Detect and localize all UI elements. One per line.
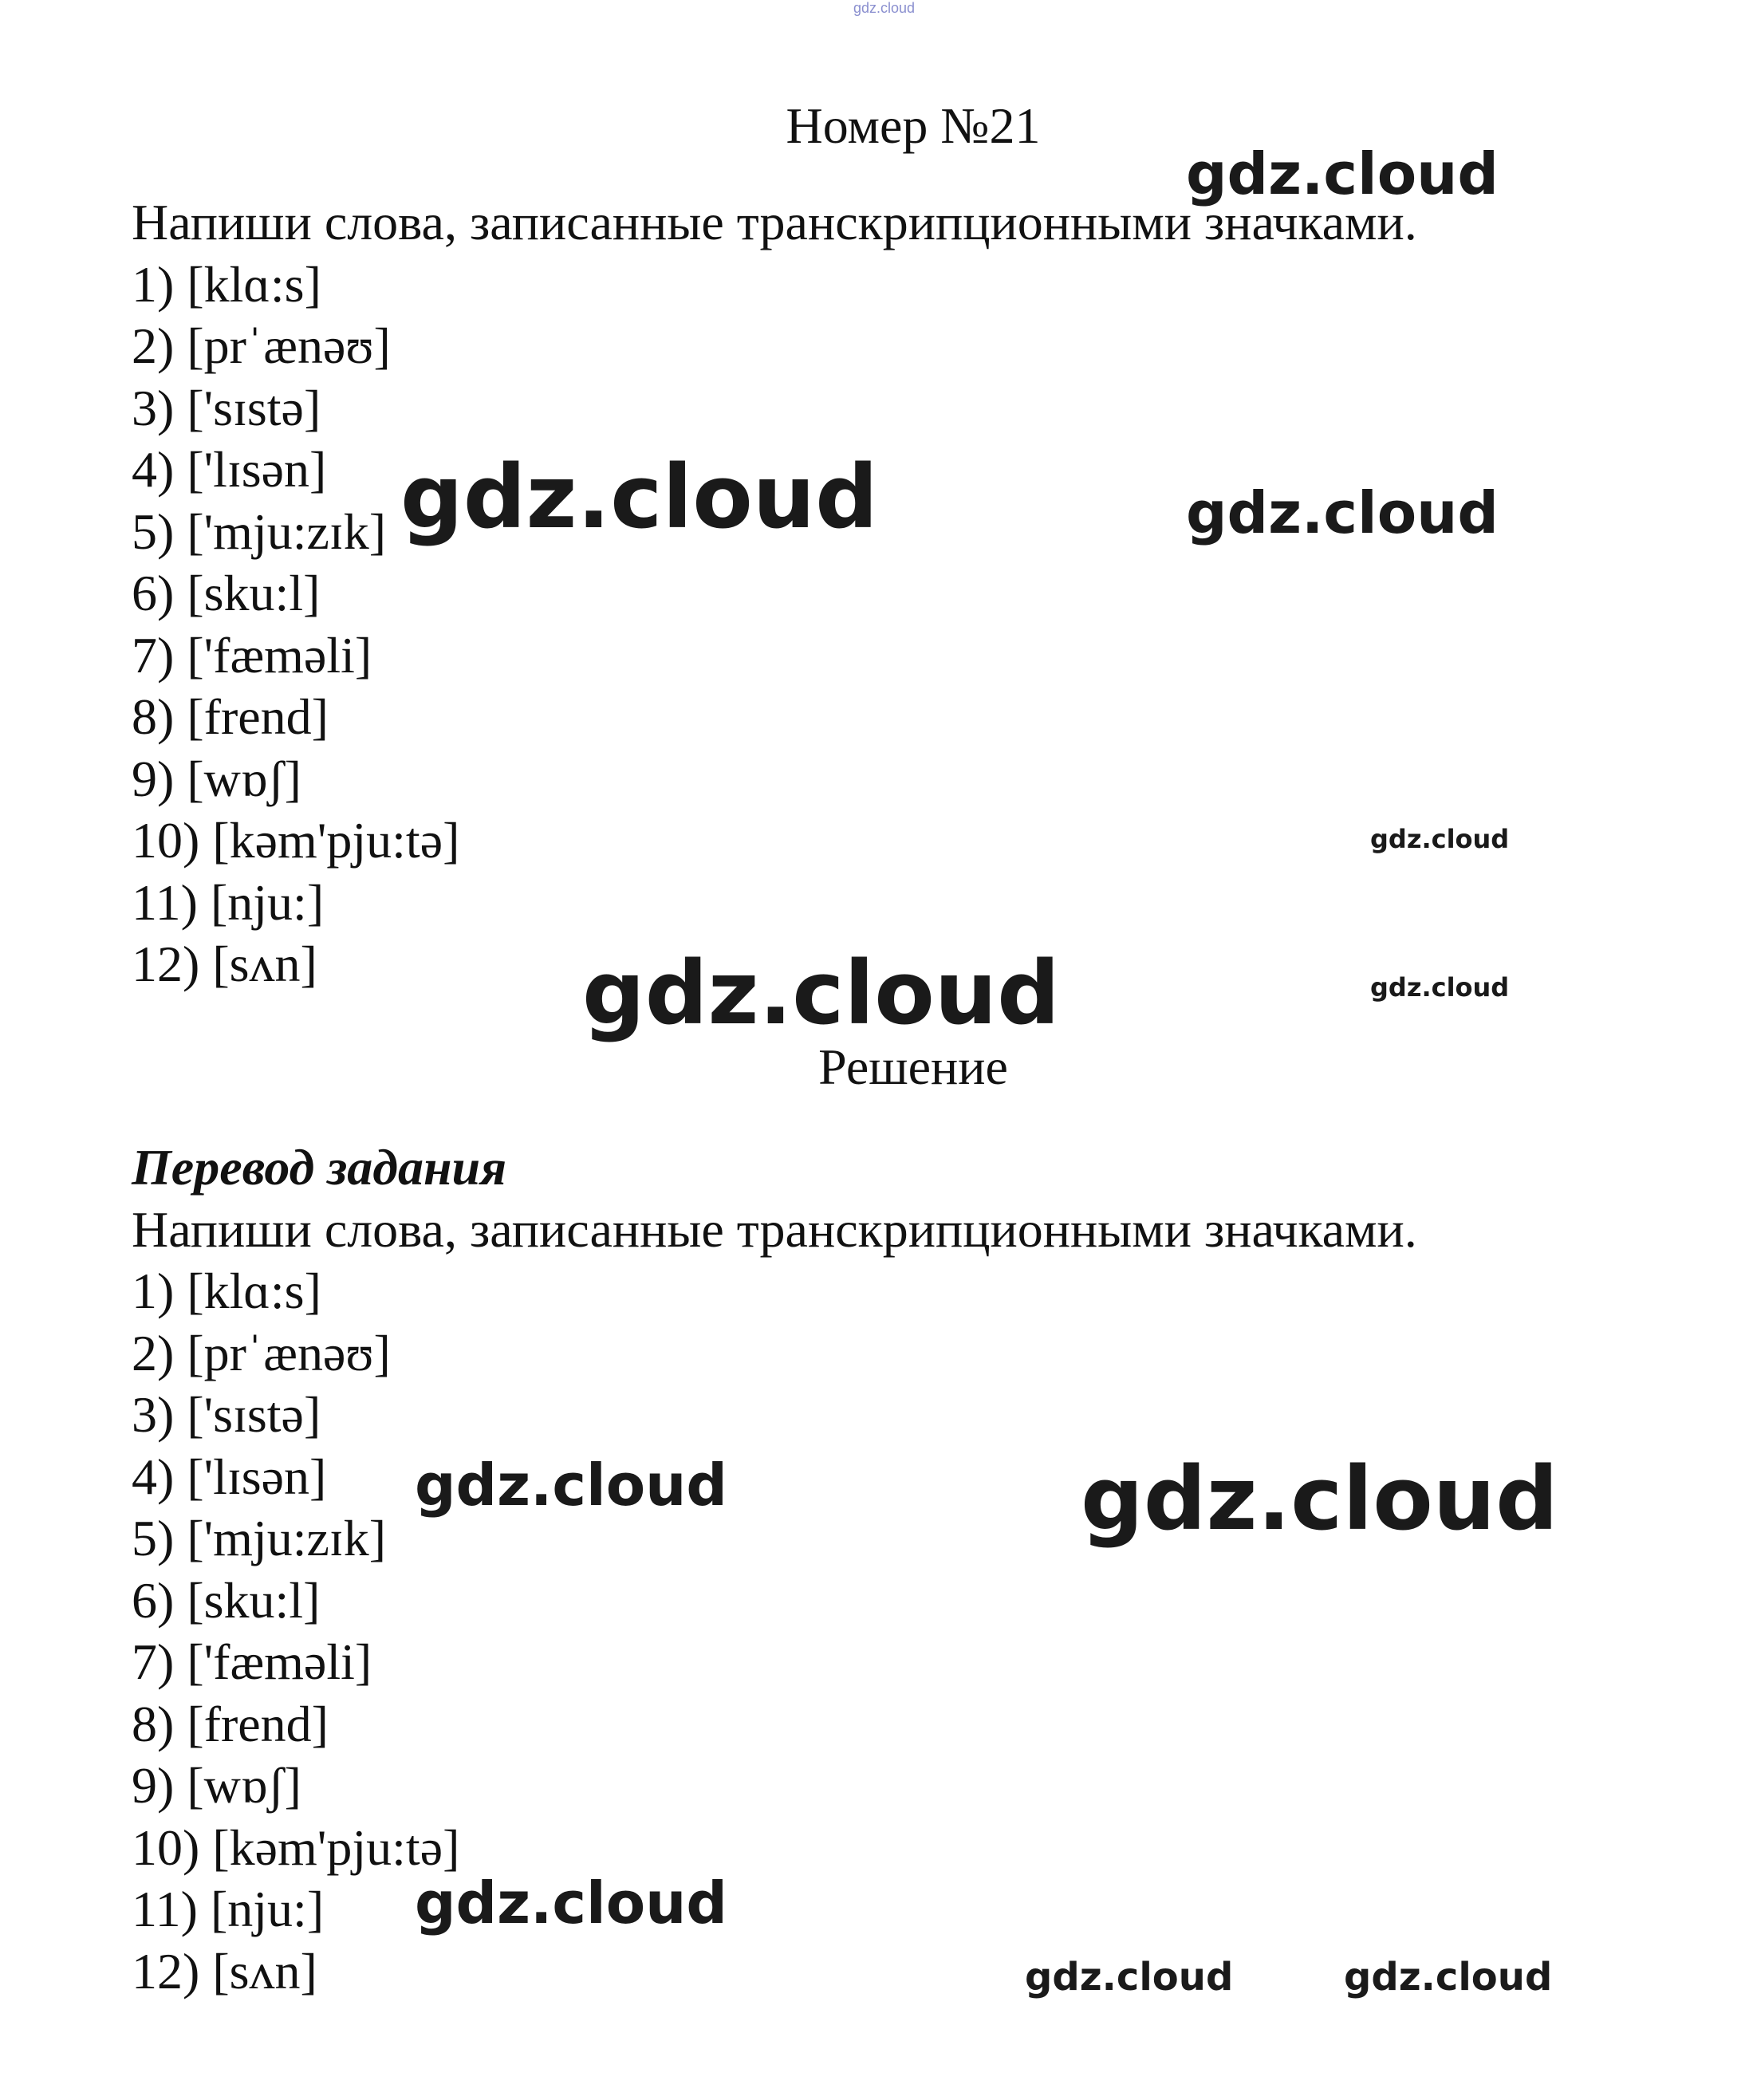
- problem-item: 4) ['lɪsən]: [132, 441, 327, 498]
- watermark: gdz.cloud: [1186, 479, 1499, 546]
- problem-item: 2) [prˈænəʊ]: [132, 317, 391, 374]
- watermark: gdz.cloud: [1186, 140, 1499, 207]
- problem-block: [132, 191, 1417, 995]
- solution-item: 2) [prˈænəʊ]: [132, 1324, 391, 1381]
- translation-label: Перевод задания: [132, 1139, 507, 1196]
- problem-item: 6) [sku:l]: [132, 565, 321, 621]
- solution-instruction: Напиши слова, записанные транскрипционными значками.: [132, 1200, 1417, 1258]
- watermark: gdz.cloud: [1025, 1955, 1234, 2000]
- watermark: gdz.cloud: [415, 1452, 727, 1519]
- watermark: gdz.cloud: [1370, 824, 1510, 854]
- solution-item: 4) ['lɪsən]: [132, 1448, 327, 1505]
- watermark: gdz.cloud: [415, 1870, 727, 1936]
- problem-item: 12) [sʌn]: [132, 936, 317, 992]
- problem-item: 3) ['sɪstə]: [132, 379, 321, 436]
- solution-block: [132, 1137, 1417, 2002]
- solution-item: 9) [wɒʃ]: [132, 1757, 301, 1814]
- problem-item: 10) [kəm'pju:tə]: [132, 812, 460, 869]
- problem-item: 7) ['fæməli]: [132, 626, 372, 684]
- top-watermark: gdz.cloud: [853, 0, 916, 16]
- solution-item: 10) [kəm'pju:tə]: [132, 1818, 460, 1876]
- problem-item: 1) [klɑ:s]: [132, 255, 321, 313]
- watermark: gdz.cloud: [1344, 1955, 1553, 2000]
- watermark: gdz.cloud: [1370, 972, 1510, 1003]
- page-title: Номер №21: [786, 97, 1041, 154]
- problem-instruction: Напиши слова, записанные транскрипционными значками.: [132, 194, 1417, 250]
- solution-item: 12) [sʌn]: [132, 1942, 317, 2000]
- watermark: gdz.cloud: [1081, 1448, 1558, 1550]
- watermark: gdz.cloud: [400, 446, 878, 548]
- solution-item: 8) [frend]: [132, 1695, 329, 1752]
- solution-item: 11) [nju:]: [132, 1881, 325, 1937]
- solution-item: 6) [sku:l]: [132, 1571, 321, 1629]
- solution-item: 1) [klɑ:s]: [132, 1263, 321, 1319]
- solution-heading: Решение: [818, 1038, 1008, 1095]
- problem-item: 8) [frend]: [132, 688, 329, 745]
- problem-item: 9) [wɒʃ]: [132, 750, 301, 807]
- problem-item: 5) ['mju:zɪk]: [132, 502, 386, 560]
- solution-item: 7) ['fæməli]: [132, 1633, 372, 1690]
- solution-item: 3) ['sɪstə]: [132, 1386, 321, 1443]
- solution-item: 5) ['mju:zɪk]: [132, 1510, 386, 1566]
- problem-item: 11) [nju:]: [132, 873, 325, 931]
- watermark: gdz.cloud: [582, 942, 1060, 1044]
